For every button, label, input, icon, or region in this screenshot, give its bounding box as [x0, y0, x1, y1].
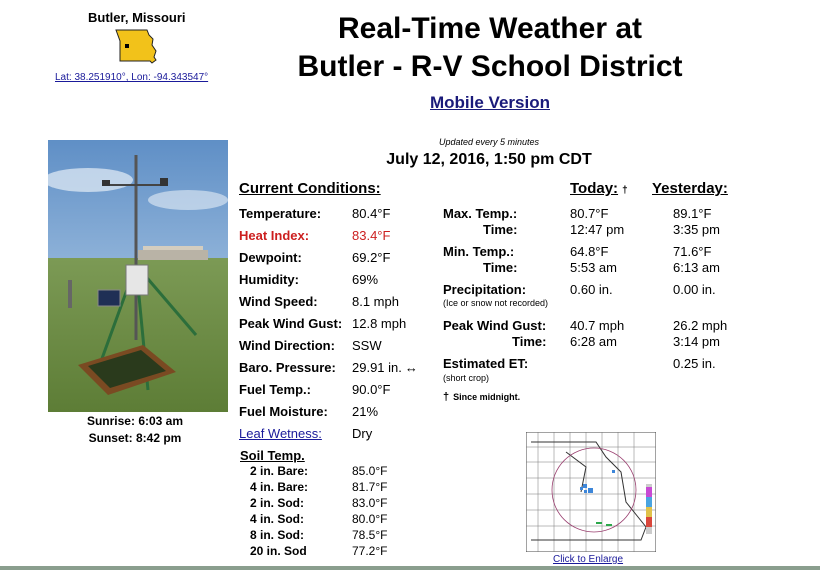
- mobile-version-link[interactable]: Mobile Version: [430, 93, 550, 112]
- min-temp-yesterday: 71.6°F: [673, 244, 712, 259]
- wind-direction-label: Wind Direction:: [239, 338, 335, 353]
- wind-speed-label: Wind Speed:: [239, 294, 318, 309]
- min-temp-time-yesterday: 6:13 am: [673, 260, 720, 275]
- soil-row: [250, 480, 388, 494]
- baro-pressure-value: 29.91 in.: [352, 360, 402, 375]
- min-temp-label: Min. Temp.:: [443, 244, 515, 259]
- fuel-moisture-label: Fuel Moisture:: [239, 404, 328, 419]
- since-midnight-footnote: [443, 391, 520, 403]
- precipitation-today: 0.60 in.: [570, 282, 613, 297]
- temperature-label: Temperature:: [239, 206, 322, 221]
- soil-label: 2 in. Bare:: [250, 464, 309, 478]
- fuel-temp-value: 90.0°F: [352, 382, 391, 397]
- soil-row: [250, 512, 388, 526]
- missouri-map-icon: [112, 27, 160, 67]
- baro-pressure-row: [239, 360, 418, 375]
- soil-value: 81.7°F: [352, 480, 388, 494]
- click-to-enlarge-link[interactable]: Click to Enlarge: [553, 554, 624, 565]
- steady-arrow-icon: ↔: [404, 360, 418, 375]
- soil-label: 2 in. Sod:: [250, 496, 304, 510]
- dagger-icon: †: [622, 185, 628, 196]
- max-temp-time-today: 12:47 pm: [570, 222, 625, 237]
- humidity-label: Humidity:: [239, 272, 299, 287]
- dewpoint-row: [239, 250, 391, 265]
- humidity-value: 69%: [352, 272, 379, 287]
- humidity-row: [239, 272, 379, 287]
- fuel-moisture-row: [239, 404, 379, 419]
- min-temp-time-label: Time:: [483, 260, 518, 275]
- max-temp-time-label: Time:: [483, 222, 518, 237]
- radar-map-thumbnail[interactable]: [526, 432, 656, 552]
- soil-value: 77.2°F: [352, 544, 388, 558]
- soil-value: 85.0°F: [352, 464, 388, 478]
- max-temp-yesterday: 89.1°F: [673, 206, 712, 221]
- baro-pressure-value-wrap: [352, 360, 418, 375]
- soil-label: 4 in. Bare:: [250, 480, 309, 494]
- peak-gust-yesterday: 26.2 mph: [673, 318, 728, 333]
- heat-index-row: [239, 228, 391, 243]
- peak-wind-gust-value: 12.8 mph: [352, 316, 407, 331]
- heat-index-value: 83.4°F: [352, 228, 391, 243]
- soil-row: [250, 496, 388, 510]
- bottom-divider: [0, 566, 820, 570]
- leaf-wetness-row: [239, 426, 373, 441]
- peak-gust-time-yesterday: 3:14 pm: [673, 334, 720, 349]
- soil-value: 83.0°F: [352, 496, 388, 510]
- peak-wind-gust-row: [239, 316, 407, 331]
- wind-speed-value: 8.1 mph: [352, 294, 399, 309]
- fuel-temp-label: Fuel Temp.:: [239, 382, 311, 397]
- precipitation-label: Precipitation:: [443, 282, 527, 297]
- page-title: [240, 10, 740, 86]
- soil-label: 20 in. Sod: [250, 544, 307, 558]
- leaf-wetness-link[interactable]: Leaf Wetness:: [239, 426, 322, 441]
- max-temp-today: 80.7°F: [570, 206, 609, 221]
- wind-direction-row: [239, 338, 382, 353]
- sunrise-time: Sunrise: 6:03 am: [86, 414, 184, 428]
- soil-value: 80.0°F: [352, 512, 388, 526]
- peak-wind-gust-label: Peak Wind Gust:: [239, 316, 343, 331]
- peak-gust-today: 40.7 mph: [570, 318, 625, 333]
- wind-speed-row: [239, 294, 399, 309]
- baro-pressure-label: Baro. Pressure:: [239, 360, 336, 375]
- precipitation-yesterday: 0.00 in.: [673, 282, 716, 297]
- precipitation-note: (Ice or snow not recorded): [443, 298, 549, 308]
- update-interval-note: Updated every 5 minutes: [438, 137, 540, 147]
- peak-gust-label: Peak Wind Gust:: [443, 318, 547, 333]
- fuel-moisture-value: 21%: [352, 404, 379, 419]
- footnote-text: Since midnight.: [453, 392, 521, 402]
- wind-direction-value: SSW: [352, 338, 382, 353]
- yesterday-header: Yesterday:: [652, 180, 728, 197]
- min-temp-time-today: 5:53 am: [570, 260, 617, 275]
- dewpoint-label: Dewpoint:: [239, 250, 302, 265]
- dewpoint-value: 69.2°F: [352, 250, 391, 265]
- max-temp-label: Max. Temp.:: [443, 206, 518, 221]
- today-header-label: Today:: [570, 180, 619, 197]
- temperature-row: [239, 206, 391, 221]
- current-conditions-header: Current Conditions:: [239, 180, 381, 197]
- observation-datetime: July 12, 2016, 1:50 pm CDT: [386, 151, 592, 168]
- estimated-et-yesterday: 0.25 in.: [673, 356, 716, 371]
- heat-index-label: Heat Index:: [239, 228, 310, 243]
- latlon-link[interactable]: Lat: 38.251910°, Lon: -94.343547°: [55, 72, 209, 83]
- min-temp-today: 64.8°F: [570, 244, 609, 259]
- soil-row: [250, 528, 388, 542]
- dagger-icon: †: [443, 391, 450, 403]
- weather-station-photo: [48, 140, 228, 412]
- soil-temp-header: Soil Temp.: [240, 448, 305, 463]
- soil-value: 78.5°F: [352, 528, 388, 542]
- fuel-temp-row: [239, 382, 391, 397]
- soil-row: [250, 544, 388, 558]
- peak-gust-time-label: Time:: [512, 334, 547, 349]
- title-line-1: Real-Time Weather at: [338, 12, 642, 45]
- title-line-2: Butler - R-V School District: [297, 50, 683, 83]
- leaf-wetness-value: Dry: [352, 426, 373, 441]
- temperature-value: 80.4°F: [352, 206, 391, 221]
- soil-label: 8 in. Sod:: [250, 528, 304, 542]
- town-name: Butler, Missouri: [88, 10, 186, 25]
- soil-label: 4 in. Sod:: [250, 512, 304, 526]
- soil-row: [250, 464, 388, 478]
- max-temp-time-yesterday: 3:35 pm: [673, 222, 720, 237]
- peak-gust-time-today: 6:28 am: [570, 334, 617, 349]
- sunset-time: Sunset: 8:42 pm: [88, 431, 182, 445]
- estimated-et-note: (short crop): [443, 373, 490, 383]
- today-header: [570, 180, 628, 197]
- estimated-et-label: Estimated ET:: [443, 356, 529, 371]
